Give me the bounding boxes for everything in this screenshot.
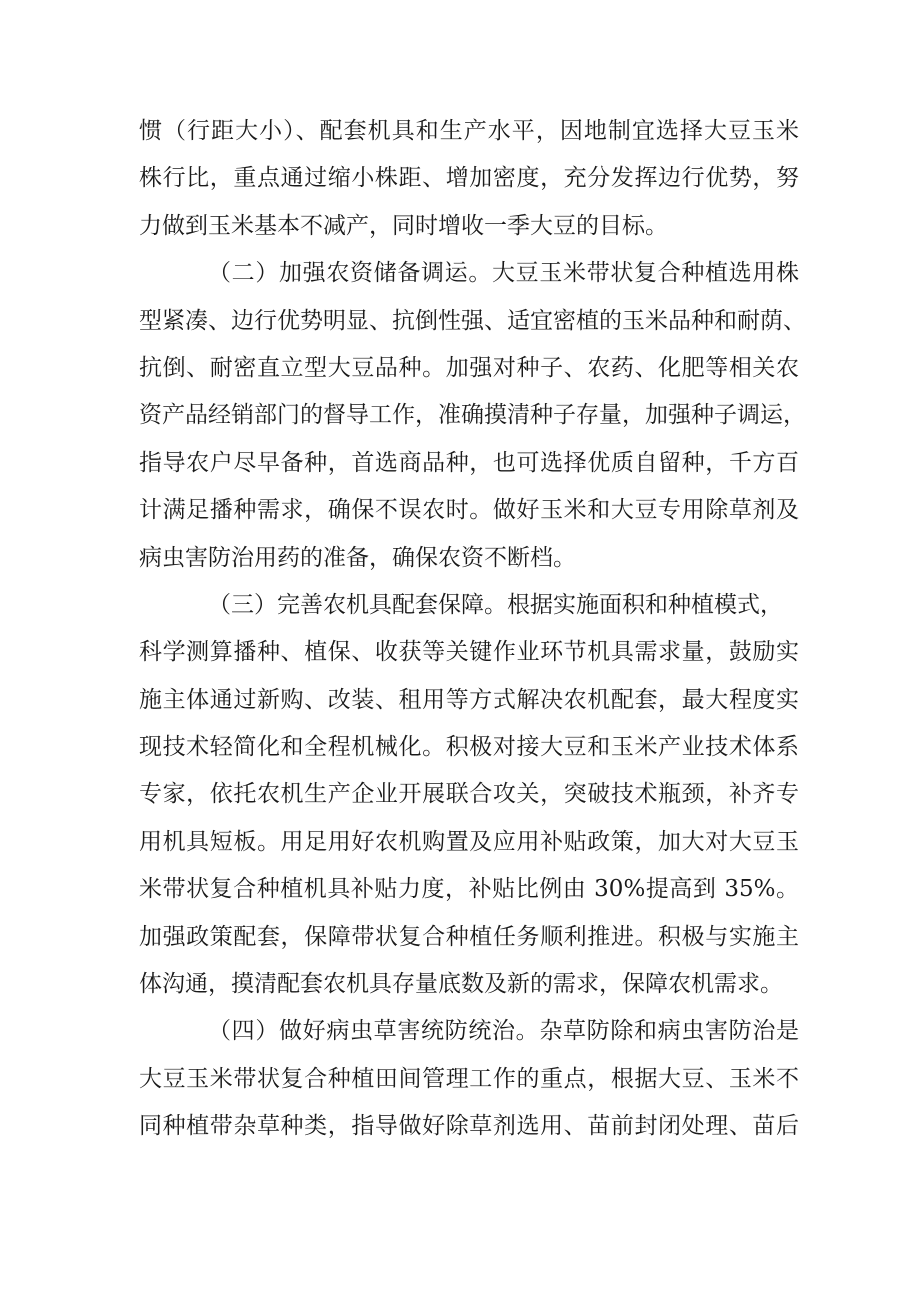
text-line: 米带状复合种植机具补贴力度，补贴比例由 30%提高到 35%。 xyxy=(139,876,799,903)
text-line: 力做到玉米基本不减产，同时增收一季大豆的目标。 xyxy=(139,212,668,239)
section-heading-line: （二）加强农资储备调运。大豆玉米带状复合种植选用株 xyxy=(208,260,799,287)
text-line: 惯（行距大小）、配套机具和生产水平，因地制宜选择大豆玉米 xyxy=(139,118,799,144)
text-line: 株行比，重点通过缩小株距、增加密度，充分发挥边行优势，努 xyxy=(139,165,799,192)
text-line: 计满足播种需求，确保不误农时。做好玉米和大豆专用除草剂及 xyxy=(139,497,799,524)
text-line: 施主体通过新购、改装、租用等方式解决农机配套，最大程度实 xyxy=(139,686,799,713)
text-line: 病虫害防治用药的准备，确保农资不断档。 xyxy=(139,544,576,571)
text-line: 现技术轻简化和全程机械化。积极对接大豆和玉米产业技术体系 xyxy=(139,734,799,761)
text-line: 大豆玉米带状复合种植田间管理工作的重点，根据大豆、玉米不 xyxy=(139,1065,799,1092)
body-text xyxy=(139,108,806,1151)
text-line: 指导农户尽早备种，首选商品种，也可选择优质自留种，千方百 xyxy=(139,449,799,476)
text-line: 同种植带杂草种类，指导做好除草剂选用、苗前封闭处理、苗后 xyxy=(139,1113,799,1140)
text-line: 加强政策配套，保障带状复合种植任务顺利推进。积极与实施主 xyxy=(139,923,799,950)
section-heading-line: （三）完善农机具配套保障。根据实施面积和种植模式， xyxy=(208,591,783,618)
text-line: 用机具短板。用足用好农机购置及应用补贴政策，加大对大豆玉 xyxy=(139,828,799,855)
text-line: 科学测算播种、植保、收获等关键作业环节机具需求量，鼓励实 xyxy=(139,639,799,666)
text-line: 型紧凑、边行优势明显、抗倒性强、适宜密植的玉米品种和耐荫、 xyxy=(139,307,806,334)
text-line: 体沟通，摸清配套农机具存量底数及新的需求，保障农机需求。 xyxy=(139,971,783,998)
section-heading-line: （四）做好病虫草害统防统治。杂草防除和病虫害防治是 xyxy=(208,1018,799,1045)
text-line: 专家，依托农机生产企业开展联合攻关，突破技术瓶颈，补齐专 xyxy=(139,781,799,808)
text-line: 抗倒、耐密直立型大豆品种。加强对种子、农药、化肥等相关农 xyxy=(139,354,799,381)
text-line: 资产品经销部门的督导工作，准确摸清种子存量，加强种子调运， xyxy=(139,402,806,429)
